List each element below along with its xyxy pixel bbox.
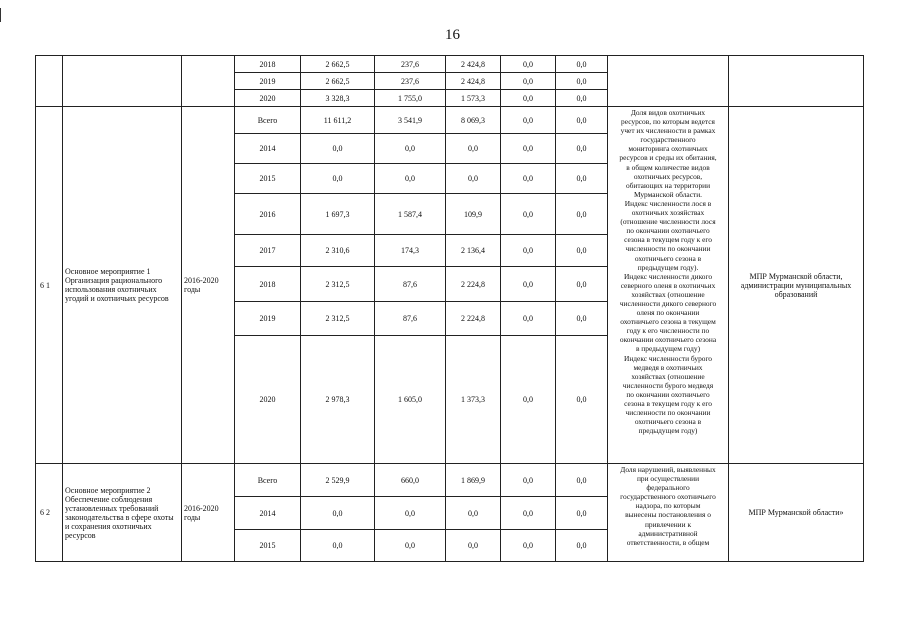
measure-number: 6 2 xyxy=(36,464,63,562)
indicator-line: государственного xyxy=(640,135,696,145)
indicator-line: охотничьего сезона в xyxy=(634,253,702,263)
indicator-line: хозяйствах (отношение xyxy=(631,371,705,381)
measure-period: 2016-2020 годы xyxy=(182,464,235,562)
year-cell: 2019 xyxy=(235,302,301,336)
value-cell: 1 587,4 xyxy=(375,194,446,235)
year-cell: 2014 xyxy=(235,134,301,164)
value-cell: 0,0 xyxy=(301,164,375,194)
value-cell: 0,0 xyxy=(501,302,556,336)
year-cell: 2018 xyxy=(235,56,301,73)
indicator-line: ответственности, в общем xyxy=(626,537,710,547)
indicator-cell xyxy=(608,56,729,107)
indicator-text xyxy=(608,107,729,464)
value-cell: 2 312,5 xyxy=(301,267,375,302)
year-cell: 2015 xyxy=(235,164,301,194)
indicator-line: Доля видов охотничьих xyxy=(630,108,706,117)
indicator-line: федерального xyxy=(646,483,690,493)
program-measures-table xyxy=(35,55,864,562)
indicator-line: охотничьего сезона в текущем xyxy=(620,317,716,327)
value-cell: 0,0 xyxy=(501,464,556,497)
year-cell: 2020 xyxy=(235,90,301,107)
indicator-line: по окончании охотничьего xyxy=(626,226,710,236)
value-cell: 0,0 xyxy=(375,164,446,194)
indicator-line: сезона в текущем году к его xyxy=(624,399,712,408)
indicator-line: мониторинга охотничьих xyxy=(628,144,708,154)
page-edge-mark xyxy=(0,8,1,22)
value-cell: 0,0 xyxy=(301,530,375,562)
value-cell: 2 136,4 xyxy=(446,235,501,267)
value-cell: 0,0 xyxy=(375,497,446,530)
value-cell: 0,0 xyxy=(556,90,608,107)
year-cell: 2018 xyxy=(235,267,301,302)
value-cell: 0,0 xyxy=(501,267,556,302)
indicator-line: учет их численности в рамках xyxy=(620,126,716,136)
year-cell: 2019 xyxy=(235,73,301,90)
measure-name: Основное мероприятие 2 Обеспечение соблюдения установленных требований законодательства в сфере охоты и сохранения охотничьих ресурсов xyxy=(63,464,182,562)
value-cell: 87,6 xyxy=(375,267,446,302)
value-cell: 2 529,9 xyxy=(301,464,375,497)
value-cell: 660,0 xyxy=(375,464,446,497)
indicator-line: Мурманской области. xyxy=(633,189,703,199)
indicator-line: предыдущем году) xyxy=(638,426,698,436)
year-cell: Всего xyxy=(235,464,301,497)
indicator-line: ресурсов и среды их обитания, xyxy=(619,153,717,163)
page-number: 16 xyxy=(445,27,460,43)
value-cell: 0,0 xyxy=(556,235,608,267)
value-cell: 11 611,2 xyxy=(301,107,375,134)
executor-cell xyxy=(729,56,864,107)
value-cell: 0,0 xyxy=(501,107,556,134)
value-cell: 109,9 xyxy=(446,194,501,235)
indicator-line: по окончании охотничьего xyxy=(626,389,710,399)
value-cell: 0,0 xyxy=(375,530,446,562)
value-cell: 2 662,5 xyxy=(301,56,375,73)
value-cell: 0,0 xyxy=(556,267,608,302)
value-cell: 2 312,5 xyxy=(301,302,375,336)
indicator-line: численности по окончании xyxy=(625,408,711,418)
value-cell: 0,0 xyxy=(556,164,608,194)
indicator-line: предыдущем году). xyxy=(637,262,699,272)
value-cell: 1 373,3 xyxy=(446,336,501,464)
value-cell: 8 069,3 xyxy=(446,107,501,134)
value-cell: 0,0 xyxy=(556,497,608,530)
indicator-line: Индекс численности бурого xyxy=(624,353,712,363)
indicator-line: в предыдущем году) xyxy=(635,344,701,354)
indicator-line: численности бурого медведя xyxy=(622,380,714,390)
indicator-line: году к его численности по xyxy=(626,326,710,336)
value-cell: 0,0 xyxy=(556,302,608,336)
value-cell: 2 224,8 xyxy=(446,302,501,336)
executor-text: МПР Мурманской области, администрации муниципальных образований xyxy=(729,107,864,464)
indicator-line: медведя в охотничьих xyxy=(633,362,703,372)
value-cell: 0,0 xyxy=(446,134,501,164)
value-cell: 0,0 xyxy=(375,134,446,164)
indicator-lines xyxy=(610,108,726,435)
value-cell: 237,6 xyxy=(375,56,446,73)
indicator-line: привлечении к xyxy=(644,519,692,529)
measure-number-cell xyxy=(36,56,63,107)
year-cell: 2015 xyxy=(235,530,301,562)
table-row xyxy=(36,56,864,73)
value-cell: 0,0 xyxy=(501,73,556,90)
value-cell: 0,0 xyxy=(556,107,608,134)
value-cell: 2 424,8 xyxy=(446,73,501,90)
indicator-line: при осуществлении xyxy=(636,474,700,484)
value-cell: 1 573,3 xyxy=(446,90,501,107)
value-cell: 0,0 xyxy=(501,134,556,164)
indicator-line: (отношение численности лося xyxy=(620,217,716,227)
value-cell: 0,0 xyxy=(556,134,608,164)
indicator-line: северного оленя в охотничьих xyxy=(620,280,716,290)
year-cell: Всего xyxy=(235,107,301,134)
value-cell: 2 310,6 xyxy=(301,235,375,267)
value-cell: 0,0 xyxy=(446,530,501,562)
measure-period-cell xyxy=(182,56,235,107)
measure-name-cell xyxy=(63,56,182,107)
value-cell: 0,0 xyxy=(556,336,608,464)
value-cell: 0,0 xyxy=(556,73,608,90)
indicator-line: сезона в текущем году к его xyxy=(624,235,712,245)
indicator-line: ресурсов, по которым ведется xyxy=(621,117,715,127)
indicator-line: оленя по окончании xyxy=(636,308,700,318)
indicator-line: Индекс численности лося в xyxy=(624,198,712,208)
value-cell: 0,0 xyxy=(556,464,608,497)
value-cell: 0,0 xyxy=(301,134,375,164)
indicator-line: охотничьих хозяйствах xyxy=(631,208,705,218)
value-cell: 0,0 xyxy=(501,497,556,530)
year-cell: 2020 xyxy=(235,336,301,464)
indicator-line: в общем количестве видов xyxy=(626,162,710,172)
value-cell: 0,0 xyxy=(446,164,501,194)
year-cell: 2016 xyxy=(235,194,301,235)
value-cell: 2 424,8 xyxy=(446,56,501,73)
value-cell: 87,6 xyxy=(375,302,446,336)
value-cell: 1 755,0 xyxy=(375,90,446,107)
indicator-text xyxy=(608,464,729,562)
value-cell: 0,0 xyxy=(556,530,608,562)
indicator-line: хозяйствах (отношение xyxy=(631,289,705,299)
indicator-line: численности дикого северного xyxy=(619,298,717,308)
year-cell: 2017 xyxy=(235,235,301,267)
measure-number: 6 1 xyxy=(36,107,63,464)
indicator-line: надзора, по которым xyxy=(635,501,701,511)
indicator-line: административной xyxy=(638,528,698,538)
indicator-line: вынесены постановления о xyxy=(625,510,711,520)
value-cell: 0,0 xyxy=(301,497,375,530)
value-cell: 174,3 xyxy=(375,235,446,267)
indicator-line: охотничьих ресурсов, xyxy=(633,171,703,181)
value-cell: 0,0 xyxy=(446,497,501,530)
measure-period: 2016-2020 годы xyxy=(182,107,235,464)
value-cell: 3 541,9 xyxy=(375,107,446,134)
indicator-line: окончании охотничьего сезона xyxy=(619,335,717,345)
value-cell: 1 869,9 xyxy=(446,464,501,497)
indicator-lines xyxy=(610,465,726,547)
value-cell: 0,0 xyxy=(556,194,608,235)
value-cell: 0,0 xyxy=(556,56,608,73)
table-row xyxy=(36,464,864,497)
indicator-line: обитающих на территории xyxy=(625,180,711,190)
year-cell: 2014 xyxy=(235,497,301,530)
value-cell: 2 224,8 xyxy=(446,267,501,302)
table-row xyxy=(36,107,864,134)
value-cell: 0,0 xyxy=(501,336,556,464)
indicator-line: численности по окончании xyxy=(625,244,711,254)
value-cell: 0,0 xyxy=(501,235,556,267)
indicator-line: охотничьего сезона в xyxy=(634,417,702,427)
indicator-line: государственного охотничьего xyxy=(620,492,716,502)
value-cell: 237,6 xyxy=(375,73,446,90)
measure-name: Основное мероприятие 1 Организация рационального использования охотничьих угодий и охотничьих ресурсов xyxy=(63,107,182,464)
value-cell: 0,0 xyxy=(501,530,556,562)
value-cell: 2 662,5 xyxy=(301,73,375,90)
indicator-line: Индекс численности дикого xyxy=(623,271,713,281)
value-cell: 0,0 xyxy=(501,56,556,73)
value-cell: 0,0 xyxy=(501,194,556,235)
indicator-line: Доля нарушений, выявленных xyxy=(620,465,716,474)
value-cell: 2 978,3 xyxy=(301,336,375,464)
executor-text: МПР Мурманской области» xyxy=(729,464,864,562)
value-cell: 1 605,0 xyxy=(375,336,446,464)
value-cell: 0,0 xyxy=(501,90,556,107)
value-cell: 1 697,3 xyxy=(301,194,375,235)
value-cell: 3 328,3 xyxy=(301,90,375,107)
value-cell: 0,0 xyxy=(501,164,556,194)
